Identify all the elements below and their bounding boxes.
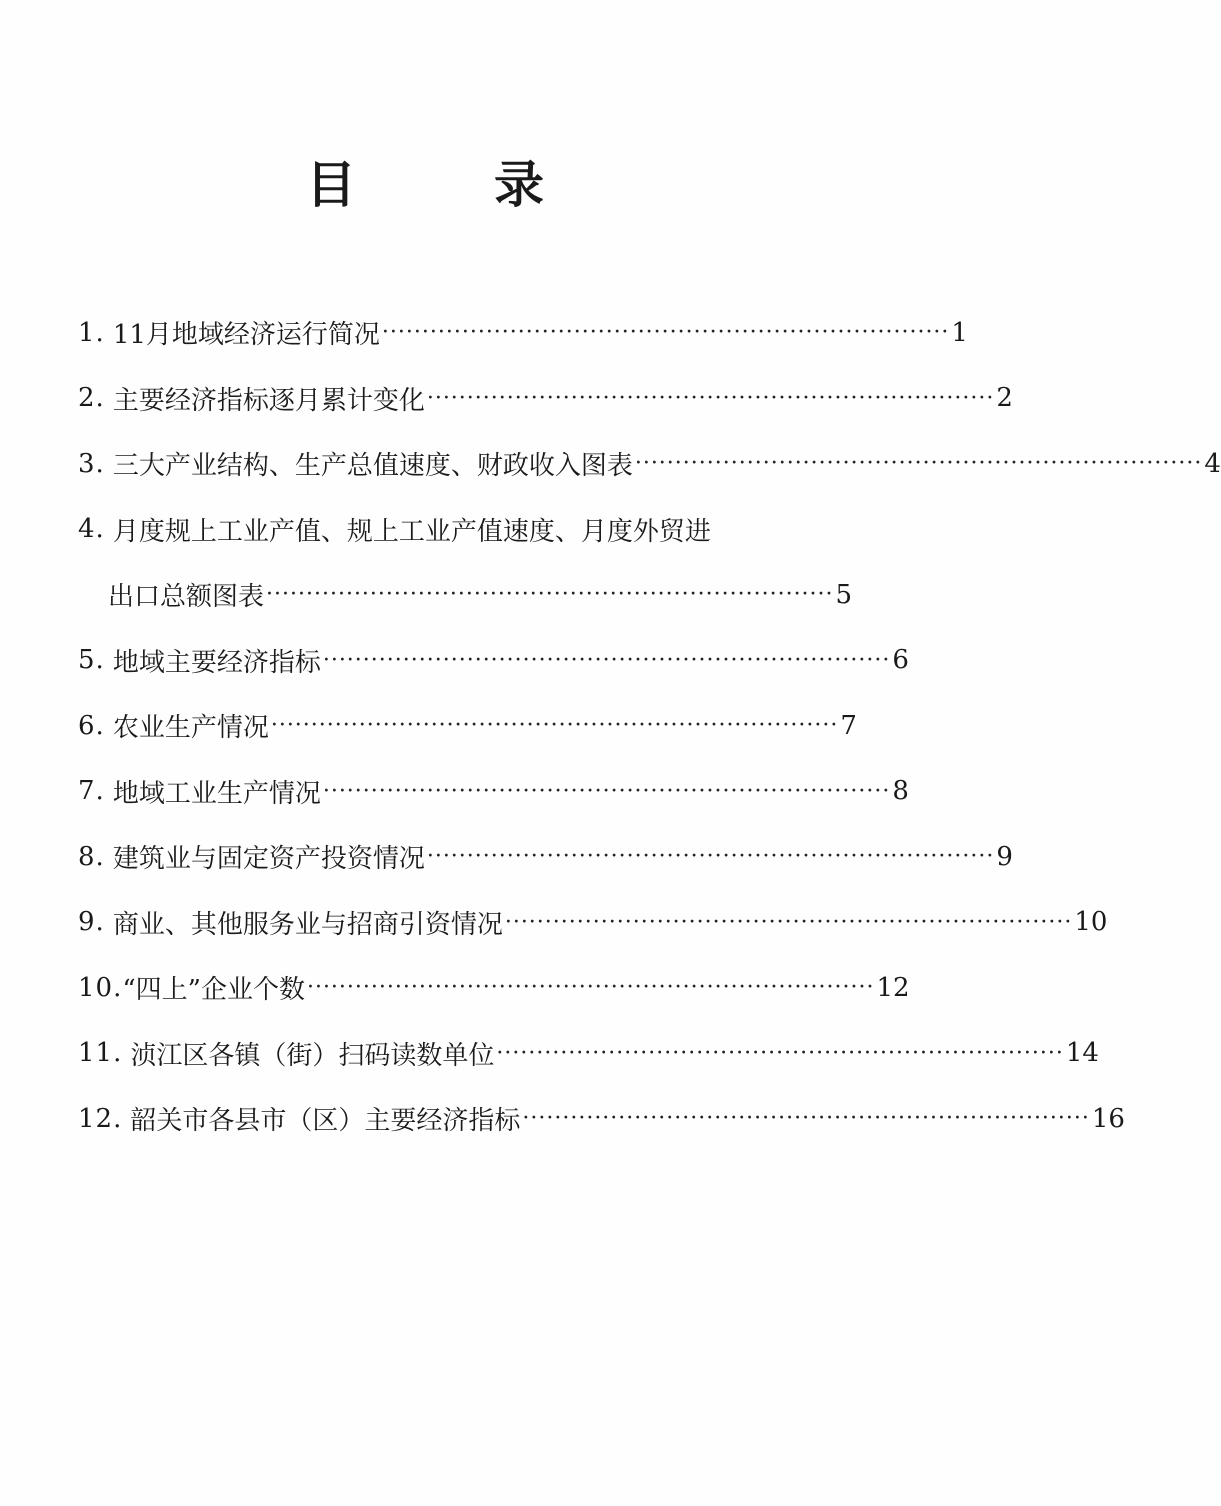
toc-entry[interactable] [78,759,909,825]
toc-entry-title: “四上”企业个数 [122,975,305,1006]
toc-entry[interactable] [78,628,909,694]
toc-entry-number: 10. [78,972,123,1003]
toc-entry-title-continued: 出口总额图表 [108,582,265,613]
toc-entry-page: 12 [876,972,910,1003]
toc-entry-title: 建筑业与固定资产投资情况 [112,844,425,875]
toc-entry-number: 4. [78,514,105,545]
toc-entry-page: 1 [951,317,968,348]
toc-entry-number: 6. [78,710,105,741]
toc-entry-page: 6 [892,645,909,676]
dot-leader: ······································································· [522,1106,1090,1132]
dot-leader: ······································································· [426,385,995,411]
toc-entry-title: 地域工业生产情况 [112,778,321,809]
toc-entry-number: 3. [78,448,105,479]
dot-leader: ······································································· [496,1040,1064,1066]
dot-leader: ······································································· [634,451,1203,477]
toc-entry-page: 5 [835,579,853,610]
toc-entry[interactable] [78,366,1013,432]
toc-entry-number: 12. [78,1103,123,1134]
toc-entry-title: 主要经济指标逐月累计变化 [112,385,425,416]
dot-leader: ······································································· [322,647,891,673]
toc-entry-title: 浈江区各镇（街）扫码读数单位 [130,1040,495,1071]
toc-entry[interactable] [78,300,968,366]
dot-leader: ······································································· [504,909,1073,935]
toc-entry-page: 10 [1074,907,1108,938]
toc-entry[interactable] [78,890,1108,956]
toc-entry[interactable] [78,497,853,628]
dot-leader: ······································································· [270,713,839,739]
toc-entry-page: 4 [1204,448,1221,479]
toc-entry-number: 7. [78,776,105,807]
toc-entry-number: 8. [78,841,105,872]
toc-entry[interactable] [78,955,910,1021]
toc-entry-number: 9. [78,907,105,938]
toc-entry-title: 地域主要经济指标 [112,647,321,678]
toc-entry-number: 5. [78,645,105,676]
toc-entry-page: 8 [892,776,909,807]
dot-leader: ······································································· [426,844,995,870]
dot-leader: ······································································· [306,975,875,1001]
dot-leader: ······································································· [381,320,950,346]
toc-entry-page: 9 [996,841,1013,872]
page-title: 目 录 [306,155,588,214]
toc-entry-page: 16 [1091,1103,1125,1134]
toc-entry[interactable] [78,824,1013,890]
toc-entry-number: 11. [78,1038,123,1069]
table-of-contents [78,300,1221,1152]
toc-entry[interactable] [78,1021,1099,1087]
toc-entry-number: 1. [78,317,105,348]
toc-entry[interactable] [78,693,857,759]
toc-entry-title: 韶关市各县市（区）主要经济指标 [130,1106,521,1137]
toc-entry-page: 7 [840,710,857,741]
dot-leader: ······································································· [322,778,891,804]
toc-entry-title: 月度规上工业产值、规上工业产值速度、月度外贸进 [112,516,711,547]
toc-entry-page: 14 [1065,1038,1099,1069]
toc-entry[interactable] [78,1086,1125,1152]
toc-entry-title: 11月地域经济运行简况 [112,320,380,351]
toc-entry-page: 2 [996,383,1013,414]
toc-entry[interactable] [78,431,1221,497]
toc-entry-title: 商业、其他服务业与招商引资情况 [112,909,503,940]
dot-leader: ······································································· [266,582,834,608]
toc-entry-number: 2. [78,383,105,414]
toc-entry-title: 三大产业结构、生产总值速度、财政收入图表 [112,451,633,482]
toc-entry-title: 农业生产情况 [112,713,269,744]
